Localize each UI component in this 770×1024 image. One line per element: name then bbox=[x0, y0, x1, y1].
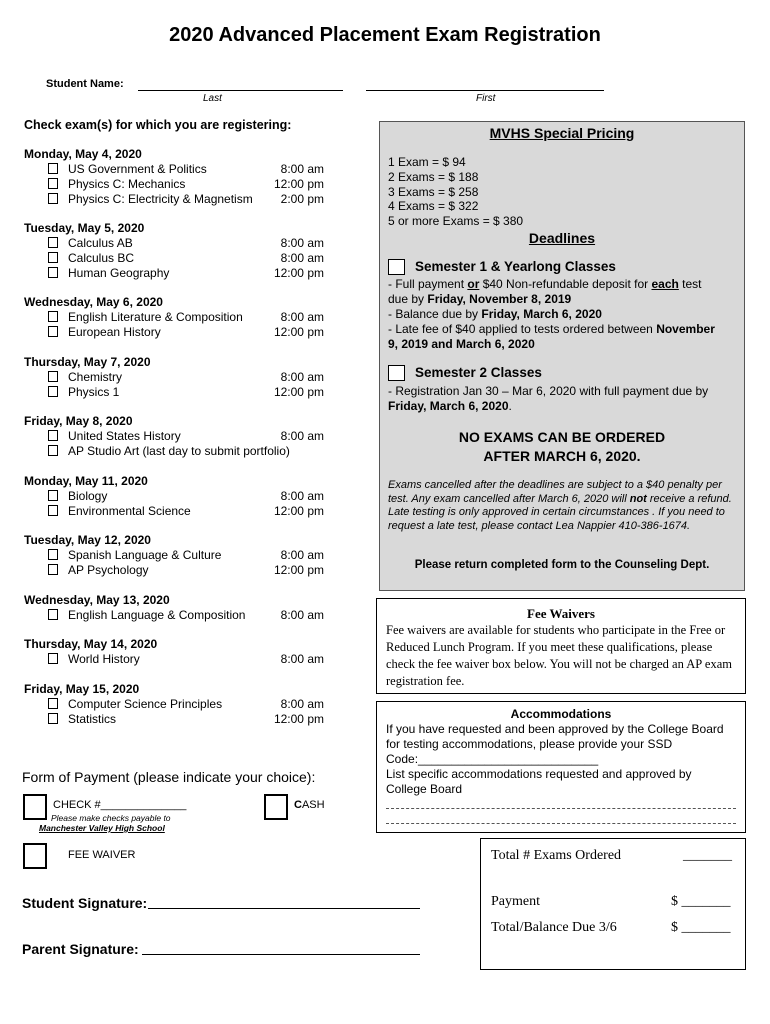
exam-row bbox=[48, 310, 324, 325]
exam-day-heading: Monday, May 4, 2020 bbox=[24, 147, 142, 161]
exam-time: 8:00 am bbox=[280, 697, 324, 711]
payment-blank[interactable]: $ _______ bbox=[671, 894, 731, 909]
check-note: Please make checks payable to bbox=[51, 813, 171, 823]
exam-row bbox=[48, 563, 324, 578]
sem1-text: - Full payment bbox=[388, 277, 468, 291]
exam-day-heading: Thursday, May 14, 2020 bbox=[24, 637, 158, 651]
exam-day-heading: Friday, May 8, 2020 bbox=[24, 414, 133, 428]
exam-time: 8:00 am bbox=[280, 162, 324, 176]
pricing-title: MVHS Special Pricing bbox=[489, 125, 635, 141]
sem1-or: or bbox=[467, 277, 480, 291]
exam-row bbox=[48, 370, 324, 385]
exam-name: English Literature & Composition bbox=[68, 310, 243, 324]
sem2-text: . bbox=[508, 399, 512, 413]
exam-checkbox[interactable] bbox=[48, 178, 58, 189]
cash-payment-checkbox[interactable] bbox=[264, 794, 288, 820]
return-instructions: Please return completed form to the Counseling Dept. bbox=[414, 559, 710, 571]
exam-name: English Language & Composition bbox=[68, 608, 246, 622]
exam-row bbox=[48, 162, 324, 177]
exam-checkbox[interactable] bbox=[48, 386, 58, 397]
exam-checklist-heading: Check exam(s) for which you are registering: bbox=[24, 118, 292, 132]
exam-checkbox[interactable] bbox=[48, 430, 58, 441]
exam-time: 12:00 pm bbox=[273, 563, 324, 577]
exam-checkbox[interactable] bbox=[48, 371, 58, 382]
exam-name: Physics C: Electricity & Magnetism bbox=[68, 192, 253, 206]
exam-name: Spanish Language & Culture bbox=[68, 548, 222, 562]
exam-row bbox=[48, 429, 324, 444]
exam-time: 12:00 pm bbox=[273, 325, 324, 339]
exam-row bbox=[48, 325, 324, 340]
price-line: 1 Exam = $ 94 bbox=[388, 155, 466, 169]
sem1-balance-date: Friday, March 6, 2020 bbox=[481, 307, 602, 321]
exam-day-heading: Tuesday, May 12, 2020 bbox=[24, 533, 151, 547]
exam-checkbox[interactable] bbox=[48, 609, 58, 620]
exam-row bbox=[48, 652, 324, 667]
no-exams-line1: NO EXAMS CAN BE ORDERED bbox=[458, 429, 666, 445]
exam-day-heading: Tuesday, May 5, 2020 bbox=[24, 221, 145, 235]
exam-row bbox=[48, 266, 324, 281]
exam-row bbox=[48, 251, 324, 266]
exam-name: Calculus BC bbox=[68, 251, 135, 265]
exam-checkbox[interactable] bbox=[48, 505, 58, 516]
exam-time: 12:00 pm bbox=[273, 712, 324, 726]
semester2-checkbox[interactable] bbox=[388, 365, 405, 381]
no-exams-line2: AFTER MARCH 6, 2020. bbox=[483, 448, 641, 464]
payment-label: Payment bbox=[491, 894, 540, 909]
exam-name: Human Geography bbox=[68, 266, 170, 280]
sem1-text: test bbox=[678, 277, 702, 291]
payment-heading: Form of Payment (please indicate your choice): bbox=[22, 769, 316, 785]
exam-time: 12:00 pm bbox=[273, 177, 324, 191]
exam-checkbox[interactable] bbox=[48, 445, 58, 456]
exam-time: 8:00 am bbox=[280, 429, 324, 443]
sem1-text: - Balance due by bbox=[388, 307, 482, 321]
fee-waivers-text: Fee waivers are available for students who participate in the Free or Reduced Lunch Program. If you meet these qualifications, please check the fee waiver box below. You will not be charged an AP exam registration fee. bbox=[386, 623, 732, 688]
accommodations-text: If you have requested and been approved by the College Board for testing accommodations, please provide your SSD Code:___________________________ bbox=[386, 722, 724, 766]
no-exams-notice bbox=[380, 428, 744, 466]
fee-waiver-label: FEE WAIVER bbox=[68, 849, 136, 861]
exam-checkbox[interactable] bbox=[48, 549, 58, 560]
exam-checkbox[interactable] bbox=[48, 653, 58, 664]
sem1-text: - Late fee of $40 applied to tests ordered between bbox=[388, 322, 657, 336]
policy-text: receive a refund. bbox=[646, 492, 732, 505]
semester2-title: Semester 2 Classes bbox=[415, 365, 542, 380]
check-payment-checkbox[interactable] bbox=[23, 794, 47, 820]
parent-signature-line[interactable] bbox=[142, 954, 420, 955]
policy-not: not bbox=[629, 492, 647, 505]
semester1-checkbox[interactable] bbox=[388, 259, 405, 275]
sem1-text: due by bbox=[388, 292, 428, 306]
total-exams-blank[interactable]: _______ bbox=[683, 848, 732, 863]
exam-time: 12:00 pm bbox=[273, 266, 324, 280]
price-line: 3 Exams = $ 258 bbox=[388, 184, 479, 199]
student-signature-label: Student Signature: bbox=[22, 895, 148, 911]
exam-checkbox[interactable] bbox=[48, 163, 58, 174]
first-name-line[interactable] bbox=[366, 90, 604, 91]
accommodations-list-prompt: List specific accommodations requested and approved by College Board bbox=[386, 767, 692, 796]
student-name-label: Student Name: bbox=[46, 78, 124, 90]
exam-time: 8:00 am bbox=[280, 652, 324, 666]
accommodations-line[interactable] bbox=[386, 808, 736, 809]
fee-waiver-checkbox[interactable] bbox=[23, 843, 47, 869]
semester1-heading bbox=[388, 259, 738, 275]
exam-name: AP Psychology bbox=[68, 563, 149, 577]
sem2-date: Friday, March 6, 2020 bbox=[388, 399, 509, 413]
balance-blank[interactable]: $ _______ bbox=[671, 920, 731, 935]
exam-name: Statistics bbox=[68, 712, 117, 726]
exam-row bbox=[48, 504, 324, 519]
exam-name: Biology bbox=[68, 489, 108, 503]
deadlines-title: Deadlines bbox=[528, 230, 596, 246]
pricing-panel bbox=[379, 121, 745, 591]
sem1-deposit-date: Friday, November 8, 2019 bbox=[427, 292, 572, 306]
exam-day-heading: Wednesday, May 13, 2020 bbox=[24, 593, 170, 607]
exam-checkbox[interactable] bbox=[48, 326, 58, 337]
exam-row bbox=[48, 712, 324, 727]
exam-day-heading: Thursday, May 7, 2020 bbox=[24, 355, 151, 369]
exam-row bbox=[48, 236, 324, 251]
exam-name: Calculus AB bbox=[68, 236, 133, 250]
check-payment-label: CHECK #______________ bbox=[53, 799, 187, 811]
exam-checkbox[interactable] bbox=[48, 252, 58, 263]
check-payee: Manchester Valley High School bbox=[39, 823, 165, 833]
price-line: 2 Exams = $ 188 bbox=[388, 169, 479, 184]
page-title: 2020 Advanced Placement Exam Registration bbox=[169, 24, 601, 46]
price-list bbox=[388, 155, 523, 229]
cash-initial: C bbox=[294, 799, 302, 811]
cash-payment-label bbox=[294, 799, 325, 811]
accommodations-title: Accommodations bbox=[510, 707, 612, 721]
sem1-each: each bbox=[651, 277, 679, 291]
last-name-line[interactable] bbox=[138, 90, 343, 91]
exam-time: 8:00 am bbox=[280, 489, 324, 503]
exam-checkbox[interactable] bbox=[48, 267, 58, 278]
exam-name: European History bbox=[68, 325, 161, 339]
exam-name: World History bbox=[68, 652, 140, 666]
cancellation-policy bbox=[388, 479, 742, 533]
late-testing-policy: Late testing is only approved in certain circumstances . If you need to request a late test, please contact Lea Nappier 410-386-1674. bbox=[388, 506, 725, 532]
parent-signature-label: Parent Signature: bbox=[22, 941, 139, 957]
exam-name: Physics C: Mechanics bbox=[68, 177, 186, 191]
sem1-text: $40 Non-refundable deposit for bbox=[479, 277, 652, 291]
exam-checkbox[interactable] bbox=[48, 564, 58, 575]
exam-checkbox[interactable] bbox=[48, 698, 58, 709]
exam-row bbox=[48, 697, 324, 712]
exam-row bbox=[48, 177, 324, 192]
exam-name: Computer Science Principles bbox=[68, 697, 223, 711]
exam-checkbox[interactable] bbox=[48, 311, 58, 322]
cash-rest: ASH bbox=[301, 799, 325, 811]
exam-name: Physics 1 bbox=[68, 385, 120, 399]
exam-row bbox=[48, 444, 324, 459]
exam-time: 8:00 am bbox=[280, 370, 324, 384]
sem1-late-start: November bbox=[656, 322, 715, 336]
exam-name: United States History bbox=[68, 429, 181, 443]
exam-time: 8:00 am bbox=[280, 251, 324, 265]
student-signature-line[interactable] bbox=[148, 908, 420, 909]
exam-day-heading: Friday, May 15, 2020 bbox=[24, 682, 140, 696]
policy-text: Exams cancelled after the deadlines are subject to a $40 penalty per test. Any exam cancelled after March 6, 2020 will bbox=[388, 479, 722, 505]
exam-row bbox=[48, 548, 324, 563]
total-exams-label: Total # Exams Ordered bbox=[491, 848, 622, 863]
exam-name: AP Studio Art (last day to submit portfolio) bbox=[68, 444, 290, 458]
exam-checkbox[interactable] bbox=[48, 490, 58, 501]
exam-day-heading: Monday, May 11, 2020 bbox=[24, 474, 148, 488]
exam-checkbox[interactable] bbox=[48, 713, 58, 724]
exam-time: 8:00 am bbox=[280, 236, 324, 250]
first-name-caption: First bbox=[476, 93, 496, 104]
exam-name: US Government & Politics bbox=[68, 162, 207, 176]
exam-name: Environmental Science bbox=[68, 504, 191, 518]
exam-time: 12:00 pm bbox=[273, 385, 324, 399]
totals-box bbox=[480, 838, 746, 970]
price-line: 5 or more Exams = $ 380 bbox=[388, 214, 524, 229]
exam-time: 8:00 am bbox=[280, 310, 324, 324]
exam-time: 12:00 pm bbox=[273, 504, 324, 518]
price-line: 4 Exams = $ 322 bbox=[388, 199, 479, 214]
fee-waivers-box bbox=[376, 598, 746, 694]
exam-row bbox=[48, 192, 324, 207]
accommodations-line[interactable] bbox=[386, 823, 736, 824]
semester1-details bbox=[388, 277, 738, 352]
accommodations-box bbox=[376, 701, 746, 833]
balance-label: Total/Balance Due 3/6 bbox=[491, 920, 617, 935]
semester2-details bbox=[388, 384, 738, 414]
exam-time: 8:00 am bbox=[280, 608, 324, 622]
exam-day-heading: Wednesday, May 6, 2020 bbox=[24, 295, 163, 309]
sem1-late-range: 9, 2019 and March 6, 2020 bbox=[388, 337, 535, 351]
exam-row bbox=[48, 489, 324, 504]
exam-time: 8:00 am bbox=[280, 548, 324, 562]
exam-checkbox[interactable] bbox=[48, 237, 58, 248]
semester2-heading bbox=[388, 365, 738, 381]
exam-checkbox[interactable] bbox=[48, 193, 58, 204]
exam-row bbox=[48, 385, 324, 400]
fee-waivers-title: Fee Waivers bbox=[527, 606, 595, 621]
semester1-title: Semester 1 & Yearlong Classes bbox=[415, 259, 616, 274]
exam-row bbox=[48, 608, 324, 623]
last-name-caption: Last bbox=[203, 93, 222, 104]
sem2-text: - Registration Jan 30 – Mar 6, 2020 with full payment due by bbox=[388, 384, 709, 398]
exam-time: 2:00 pm bbox=[280, 192, 324, 206]
exam-name: Chemistry bbox=[68, 370, 123, 384]
